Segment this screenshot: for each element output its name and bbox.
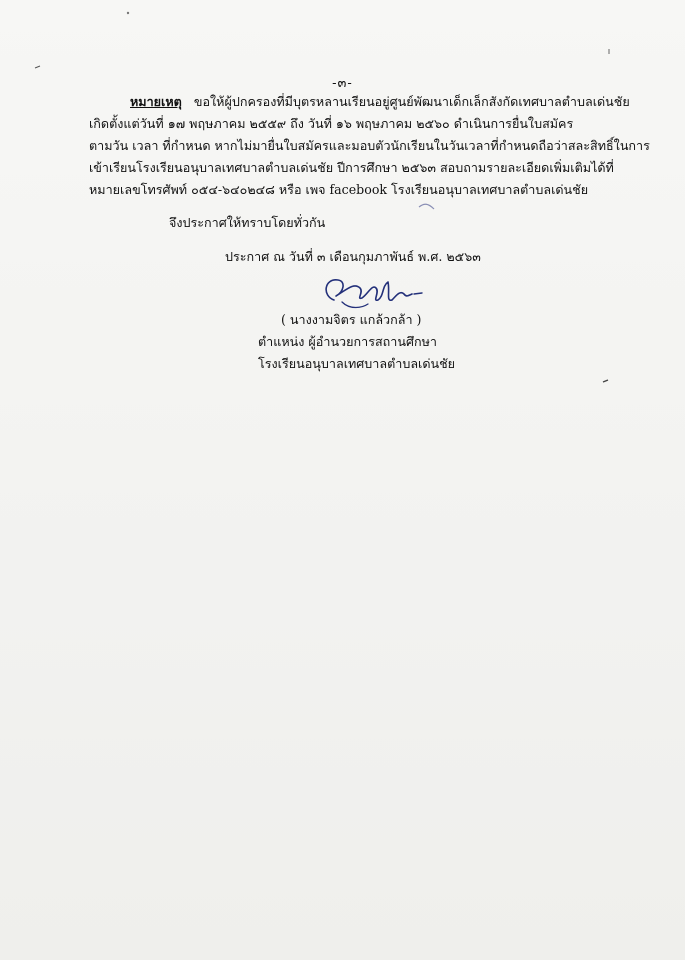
note-line-2: เกิดตั้งแต่วันที่ ๑๗ พฤษภาคม ๒๕๕๙ ถึง วันที่ ๑๖ พฤษภาคม ๒๕๖๐ ดำเนินการยื่นใบสมัคร <box>89 116 574 131</box>
scan-mark-topleft <box>34 64 42 70</box>
page-number: -๓- <box>332 76 353 91</box>
announcement-date: ประกาศ ณ วันที่ ๓ เดือนกุมภาพันธ์ พ.ศ. ๒๕๖๓ <box>225 249 481 264</box>
scan-mark-topright <box>606 48 612 56</box>
signatory-name: ( นางงามจิตร แกล้วกล้า ) <box>281 312 422 327</box>
note-line-3: ตามวัน เวลา ที่กำหนด หากไม่มายื่นใบสมัครและมอบตัวนักเรียนในวันเวลาที่กำหนดถือว่าสละสิทธิ์ในการ <box>89 138 650 153</box>
signatory-school: โรงเรียนอนุบาลเทศบาลตำบลเด่นชัย <box>258 356 456 371</box>
scan-mark-top <box>125 10 131 16</box>
signature-image <box>316 270 426 314</box>
signatory-position: ตำแหน่ง ผู้อำนวยการสถานศึกษา <box>258 334 437 349</box>
pen-stroke-mark <box>418 201 436 211</box>
note-label: หมายเหตุ <box>130 94 182 109</box>
announcement: จึงประกาศให้ทราบโดยทั่วกัน <box>169 215 326 230</box>
scan-mark-right <box>602 378 610 384</box>
note-line-1 <box>130 91 630 113</box>
note-line-4: เข้าเรียนโรงเรียนอนุบาลเทศบาลตำบลเด่นชัย ปีการศึกษา ๒๕๖๓ สอบถามรายละเอียดเพิ่มเติมได้ที่ <box>89 160 614 175</box>
note-text-1: ขอให้ผู้ปกครองที่มีบุตรหลานเรียนอยู่ศูนย์พัฒนาเด็กเล็กสังกัดเทศบาลตำบลเด่นชัย <box>193 94 630 109</box>
note-line-5: หมายเลขโทรศัพท์ ๐๕๔-๖๔๐๒๔๘ หรือ เพจ facebook โรงเรียนอนุบาลเทศบาลตำบลเด่นชัย <box>89 182 589 197</box>
